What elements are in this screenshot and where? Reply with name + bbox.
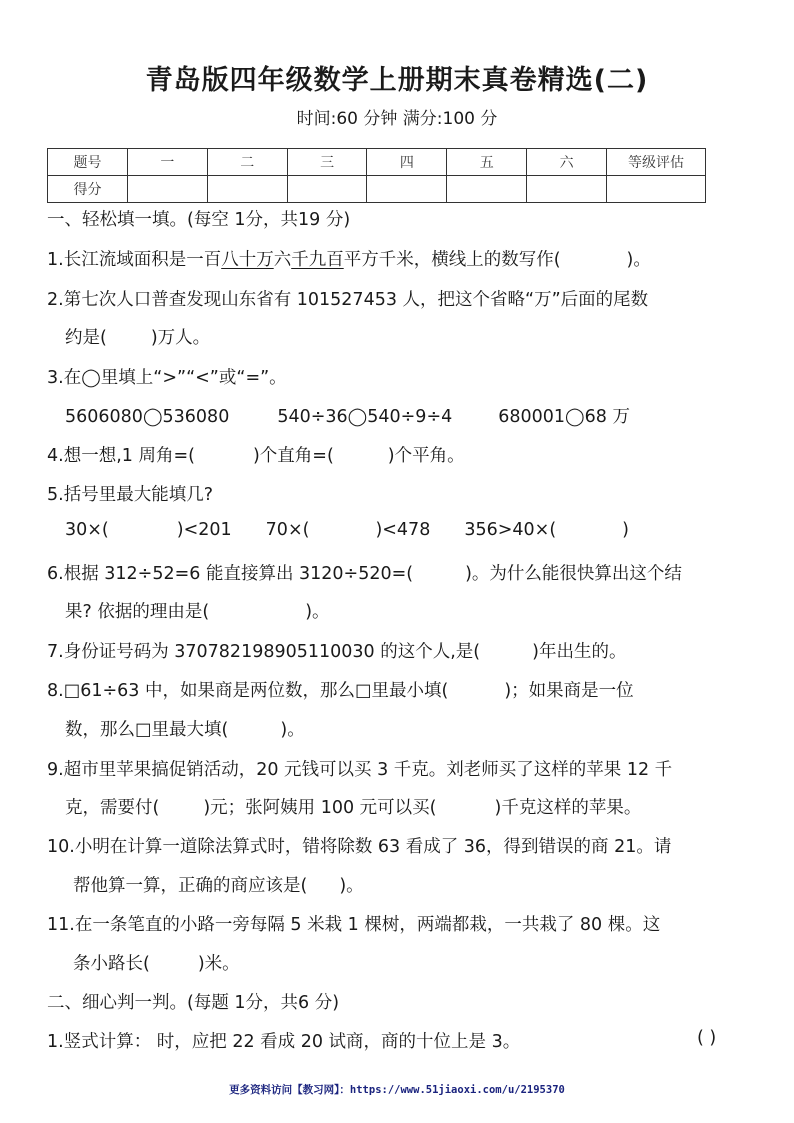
score-cell[interactable]: [207, 176, 287, 203]
q3-item: 5606080◯536080: [65, 407, 230, 427]
q7-text-a: 7.身份证号码为 370782198905110030 的这个人,是(: [47, 642, 481, 662]
score-table-header-cell: 等级评估: [607, 149, 706, 176]
q5-item: 70×(: [265, 520, 310, 540]
q6-text-a: 6.根据 312÷52=6 能直接算出 3120÷520=(: [47, 564, 414, 584]
q4-text-a: 4.想一想,1 周角=(: [47, 446, 195, 466]
question-11-line-1: 11.在一条笔直的小路一旁每隔 5 米栽 1 棵树，两端都栽，一共栽了 80 棵。这: [47, 915, 661, 935]
q11-text-a: 条小路长(: [73, 954, 150, 974]
q1-underlined-b: 千九百: [291, 250, 344, 270]
score-cell[interactable]: [128, 176, 208, 203]
question-3: 3.在◯里填上“>”“<”或“=”。: [47, 368, 287, 388]
question-4: [47, 442, 465, 467]
question-2-line-1: 2.第七次人口普查发现山东省有 101527453 人，把这个省略“万”后面的尾数: [47, 290, 649, 310]
question-2-line-2: [65, 324, 210, 349]
q5-item: 30×(: [65, 520, 109, 540]
question-6-line-2: [65, 598, 330, 623]
judge-answer-paren[interactable]: ( ): [697, 1028, 717, 1048]
q9-text-b: )元；张阿姨用 100 元可以买(: [203, 798, 437, 818]
question-6-line-1: [47, 560, 682, 585]
q8-text-c: 数，那么□里最大填(: [65, 720, 229, 740]
q9-text-c: )千克这样的苹果。: [494, 798, 642, 818]
section-1-heading: 一、轻松填一填。(每空 1分，共19 分): [47, 210, 351, 230]
score-cell[interactable]: [287, 176, 367, 203]
score-table-header-cell: 二: [207, 149, 287, 176]
q2-text-b: )万人。: [150, 328, 211, 348]
q8-text-d: )。: [280, 720, 305, 740]
question-7: [47, 638, 626, 663]
score-table-header-cell: 五: [447, 149, 527, 176]
q11-text-b: )米。: [197, 954, 240, 974]
q6-text-b: )。为什么能很快算出这个结: [465, 564, 682, 584]
q5-item: )<201: [176, 520, 232, 540]
question-1: [47, 246, 651, 271]
exam-time-and-score: 时间:60 分钟 满分:100 分: [296, 109, 498, 129]
q7-text-b: )年出生的。: [532, 642, 627, 662]
score-table-header-cell: 一: [128, 149, 208, 176]
q5-item: 356>40×(: [464, 520, 557, 540]
question-8-line-1: [47, 677, 634, 702]
score-table-header-cell: 四: [367, 149, 447, 176]
q5-item: ): [622, 520, 629, 540]
question-10-line-1: 10.小明在计算一道除法算式时，错将除数 63 看成了 36，得到错误的商 21。请: [47, 837, 672, 857]
question-5: 5.括号里最大能填几?: [47, 485, 213, 505]
q4-text-b: )个直角=(: [252, 446, 334, 466]
q9-text-a: 克，需要付(: [65, 798, 160, 818]
score-cell[interactable]: [607, 176, 706, 203]
q1-text-a: 1.长江流域面积是一百: [47, 250, 222, 270]
question-3-items: [65, 403, 630, 428]
footer-source-link[interactable]: 更多资料访问【教习网】：https://www.51jiaoxi.com/u/2195370: [229, 1084, 565, 1096]
page-title: 青岛版四年级数学上册期末真卷精选(二): [145, 65, 649, 96]
question-8-line-2: [65, 716, 305, 741]
score-row-label: 得分: [48, 176, 128, 203]
q2-text-a: 约是(: [65, 328, 107, 348]
q1-underlined-a: 八十万: [221, 250, 274, 270]
q6-text-d: )。: [305, 602, 330, 622]
q10-text-b: )。: [339, 876, 364, 896]
q5-item: )<478: [375, 520, 431, 540]
question-9-line-2: [65, 794, 641, 819]
question-11-line-2: [73, 950, 240, 975]
judge-question-1: 1.竖式计算： 时，应把 22 看成 20 试商，商的十位上是 3。: [47, 1032, 521, 1052]
score-table-header-row: [48, 149, 706, 176]
score-table-score-row: [48, 176, 706, 203]
score-table-header-cell: 六: [527, 149, 607, 176]
question-5-items: [65, 520, 629, 540]
question-10-line-2: [73, 872, 364, 897]
score-cell[interactable]: [367, 176, 447, 203]
q3-item: 680001◯68 万: [498, 407, 630, 427]
q8-text-a: 8.□61÷63 中，如果商是两位数，那么□里最小填(: [47, 681, 449, 701]
score-table-header-cell: 题号: [48, 149, 128, 176]
q1-text-d: )。: [626, 250, 651, 270]
score-table-header-cell: 三: [287, 149, 367, 176]
q8-text-b: )；如果商是一位: [504, 681, 634, 701]
score-cell[interactable]: [447, 176, 527, 203]
score-table: [47, 148, 706, 203]
q6-text-c: 果? 依据的理由是(: [65, 602, 210, 622]
section-2-heading: 二、细心判一判。(每题 1分，共6 分): [47, 993, 340, 1013]
q1-text-c: 平方千米，横线上的数写作(: [343, 250, 561, 270]
q1-text-b: 六: [273, 250, 292, 270]
question-9-line-1: 9.超市里苹果搞促销活动，20 元钱可以买 3 千克。刘老师买了这样的苹果 12 千: [47, 760, 673, 780]
q10-text-a: 帮他算一算，正确的商应该是(: [73, 876, 308, 896]
q4-text-c: )个平角。: [387, 446, 465, 466]
q3-item: 540÷36◯540÷9÷4: [277, 407, 453, 427]
score-cell[interactable]: [527, 176, 607, 203]
